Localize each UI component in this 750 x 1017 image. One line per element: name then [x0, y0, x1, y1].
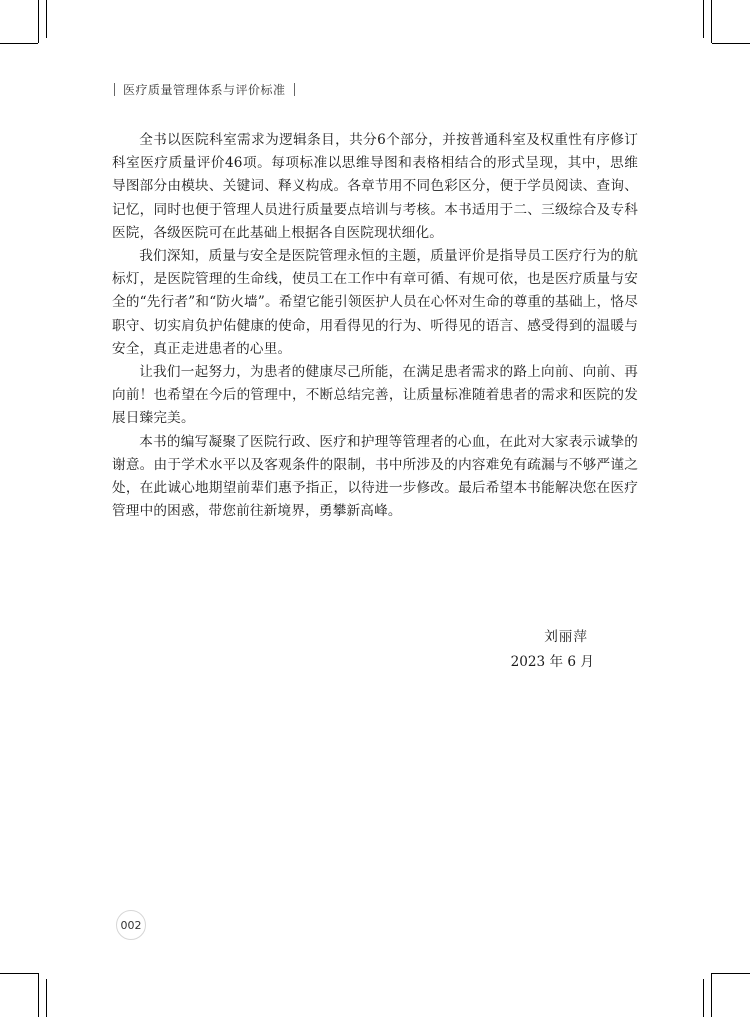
page-number: 002 [116, 910, 146, 940]
header-divider-left [114, 83, 115, 96]
header-title: 医疗质量管理体系与评价标准 [123, 83, 286, 97]
paragraph-3: 让我们一起努力，为患者的健康尽己所能，在满足患者需求的路上向前、向前、再向前！也希望在今后的管理中，不断总结完善，让质量标准随着患者的需求和医院的发展日臻完美。 [112, 364, 638, 427]
paragraph-2: 我们深知，质量与安全是医院管理永恒的主题，质量评价是指导员工医疗行为的航标灯，是医院管理的生命线，使员工在工作中有章可循、有规可依，也是医疗质量与安全的“先行者”和“防火墙”。希望它能引领医护人员在心怀对生命的尊重的基础上，恪尽职守、切实肩负护佑健康的使命，用看得见的行为、听得见的语言、感受得到的温暖与安全，真正走进患者的心里。 [112, 248, 638, 357]
paragraph-1: 全书以医院科室需求为逻辑条目，共分6个部分，并按普通科室及权重性有序修订科室医疗质量评价46项。每项标准以思维导图和表格相结合的形式呈现，其中，思维导图部分由模块、关键词、释义构成。各章节用不同色彩区分，便于学员阅读、查询、记忆，同时也便于管理人员进行质量要点培训与考核。本书适用于二、三级综合及专科医院，各级医院可在此基础上根据各自医院现状细化。 [112, 132, 638, 241]
preface-body [112, 129, 638, 523]
signature-date: 2023 年 6 月 [510, 654, 594, 670]
paragraph-4: 本书的编写凝聚了医院行政、医疗和护理等管理者的心血，在此对大家表示诚挚的谢意。由于学术水平以及客观条件的限制，书中所涉及的内容难免有疏漏与不够严谨之处，在此诚心地期望前辈们惠予指正，以待进一步修改。最后希望本书能解决您在医疗管理中的困惑，带您前往新境界，勇攀新高峰。 [112, 433, 638, 520]
author-name: 刘丽萍 [544, 629, 588, 645]
header-divider-right [294, 83, 295, 96]
running-header [106, 81, 303, 98]
